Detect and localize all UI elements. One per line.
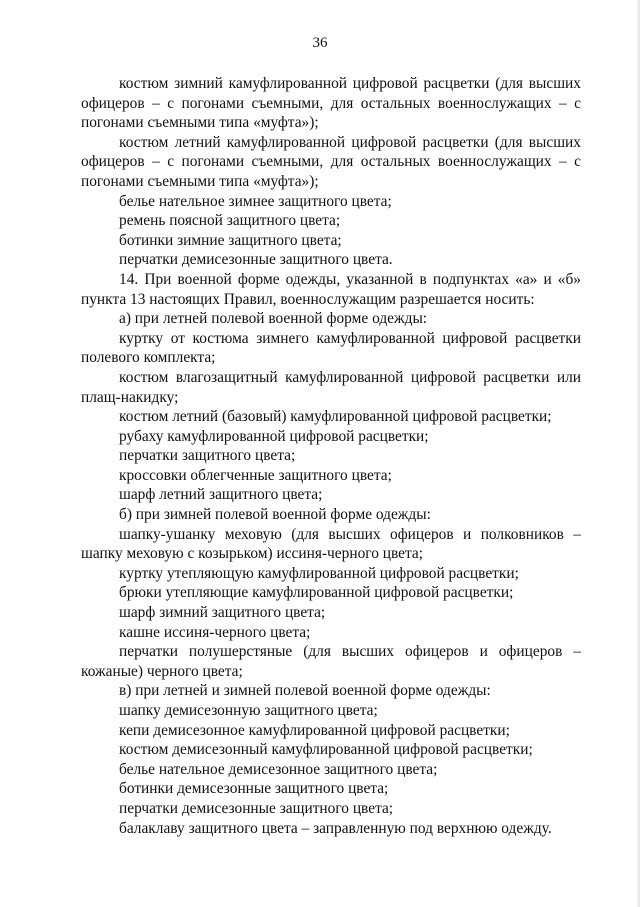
document-body — [81, 74, 581, 838]
paragraph: куртку от костюма зимнего камуфлированной цифровой расцветки полевого комплекта; — [81, 329, 581, 367]
paragraph: 14. При военной форме одежды, указанной в подпунктах «а» и «б» пункта 13 настоящих Правил, военнослужащим разрешается носить: — [81, 270, 581, 308]
paragraph: костюм летний (базовый) камуфлированной цифровой расцветки; — [119, 408, 552, 426]
paragraph: шапку демисезонную защитного цвета; — [119, 702, 378, 719]
paragraph: перчатки защитного цвета; — [119, 447, 296, 465]
paragraph: ботинки демисезонные защитного цвета; — [119, 780, 389, 798]
paragraph: брюки утепляющие камуфлированной цифровой расцветки; — [119, 584, 514, 602]
paragraph: ремень поясной защитного цвета; — [119, 212, 341, 230]
paragraph: балаклаву защитного цвета – заправленную под верхнюю одежду. — [119, 819, 552, 837]
paragraph: костюм зимний камуфлированной цифровой расцветки (для высших офицеров – с погонами съемными, для остальных военнослужащих – с погонами съемными типа «муфта»); — [81, 75, 581, 132]
paragraph: белье нательное зимнее защитного цвета; — [119, 192, 392, 210]
page-number: 36 — [312, 35, 328, 51]
paragraph: костюм влагозащитный камуфлированной цифровой расцветки или плащ-накидку; — [81, 368, 581, 406]
paragraph: шарф летний защитного цвета; — [119, 486, 323, 504]
paragraph: белье нательное демисезонное защитного цвета; — [119, 760, 438, 778]
paragraph: перчатки полушерстяные (для высших офицеров и офицеров – кожаные) черного цвета; — [81, 643, 581, 680]
paragraph: костюм летний камуфлированной цифровой расцветки (для высших офицеров – с погонами съемными, для остальных военнослужащих – с погонами съемными типа «муфта»); — [81, 133, 581, 190]
paragraph: костюм демисезонный камуфлированной цифровой расцветки; — [119, 741, 533, 759]
page-edge-shadow — [636, 0, 640, 907]
paragraph: куртку утепляющую камуфлированной цифровой расцветки; — [119, 564, 519, 582]
paragraph: шапку-ушанку меховую (для высших офицеров и полковников – шапку меховую с козырьком) иссиня-черного цвета; — [81, 525, 581, 563]
paragraph: ботинки зимние защитного цвета; — [119, 231, 342, 249]
paragraph: кашне иссиня-черного цвета; — [119, 623, 311, 641]
paragraph: кепи демисезонное камуфлированной цифровой расцветки; — [119, 721, 510, 739]
subpoint-heading: в) при летней и зимней полевой военной форме одежды: — [119, 682, 491, 700]
paragraph: перчатки демисезонные защитного цвета; — [119, 799, 394, 817]
paragraph: кроссовки облегченные защитного цвета; — [119, 466, 392, 484]
subpoint-heading: а) при летней полевой военной форме одежды: — [119, 310, 428, 328]
paragraph: рубаху камуфлированной цифровой расцветки; — [119, 427, 429, 445]
subpoint-heading: б) при зимней полевой военной форме одежды: — [119, 506, 431, 524]
paragraph: перчатки демисезонные защитного цвета. — [119, 251, 393, 269]
paragraph: шарф зимний защитного цвета; — [119, 604, 326, 622]
